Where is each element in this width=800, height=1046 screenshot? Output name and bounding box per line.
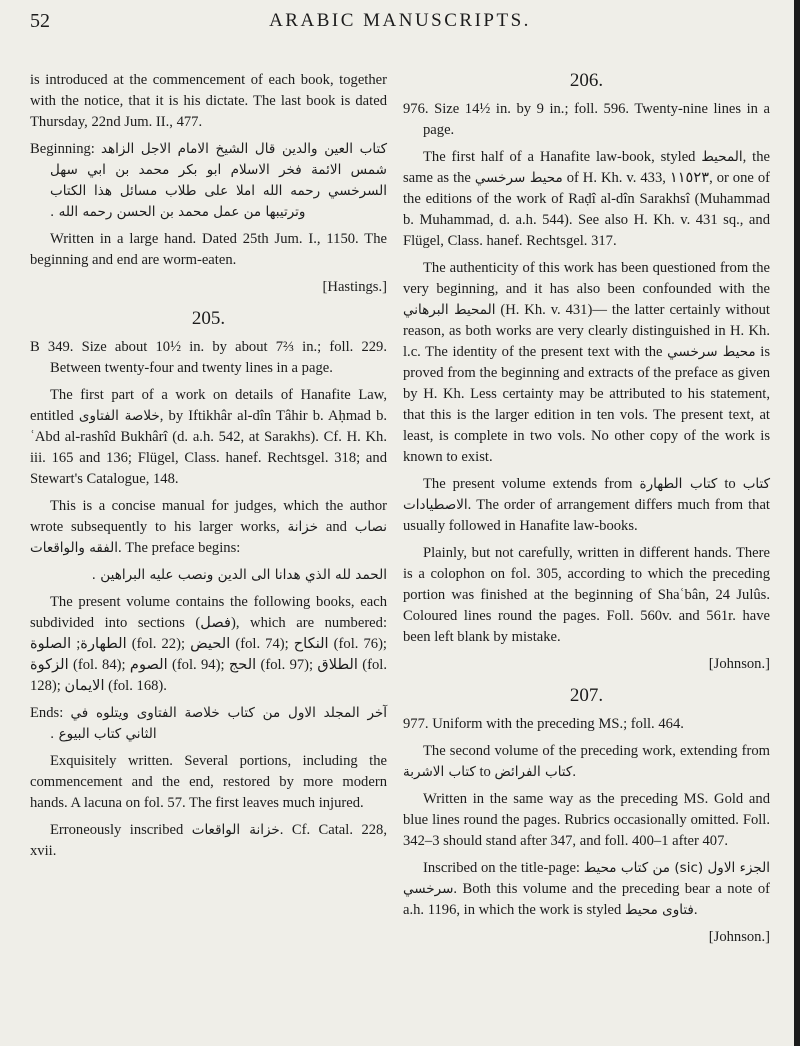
erroneous-arabic: خزانة الواقعات (191, 822, 280, 838)
signature-hastings: [Hastings.] (322, 279, 387, 295)
intro-paragraph: is introduced at the commencement of each book, together with the notice, that it is his dictate. The last book is dated Thursday, 22nd Jum. II., 477. (30, 72, 387, 130)
ends-arabic-text: آخر المجلد الاول من كتاب خلاصة الفتاوى ويتلوه في الثاني كتاب البيوع . (50, 705, 388, 742)
ends-label: Ends: (30, 705, 64, 721)
e206-p3-b: to (724, 476, 736, 492)
entry-205-condition: Exquisitely written. Several portions, including the commencement and the end, restored by more modern hands. A lacuna on fol. 57. The first leaves much injured. (30, 753, 387, 811)
e207-p1-c: . (572, 764, 576, 780)
e206-p1-c: of H. Kh. v. 433, ١١٥٢٣, or one of the editions of the work of Raḍî al-dîn Sarakhsî (Muhammad b. Muhammad, d. a.h. 544). See also H. Kh. v. 431 sq., and Flügel, Class. hanef. Rechtsgel. 317. (403, 170, 770, 249)
erroneous-text-a: Erroneously inscribed (50, 822, 184, 838)
e206-p3-arabic-1: كتاب الطهارة (639, 476, 718, 492)
entry-206-paragraph-3 (403, 474, 770, 537)
right-column (403, 70, 770, 958)
entry-number-207: 207. (569, 685, 604, 706)
beginning-paragraph (30, 139, 387, 223)
signature-johnson-206: [Johnson.] (708, 656, 770, 672)
e206-p2-arabic: المحيط البرهاني (403, 302, 496, 318)
e207-p1-arabic-2: كتاب الفرائض (494, 764, 573, 780)
entry-207-paragraph-1 (403, 741, 770, 783)
e206-p1-arabic-2: محيط سرخسي (474, 170, 563, 186)
entry-205-concise (30, 496, 387, 559)
e206-p1-b: , the same as the (403, 149, 770, 186)
entry-205-text-a: The first part of a work on details of Hanafite Law, entitled (30, 387, 387, 424)
e207-p1-a: The second volume of the preceding work, extending from (423, 743, 770, 759)
e207-p3-arabic-2: فتاوى محيط (625, 902, 694, 918)
entry-205-books: The present volume contains the following books, each subdivided into sections (فصل), which are numbered: الطهارة; الصلوة (fol. 22); الحيض (fol. 74); النكاح (fol. 76); الزكوة (fol. 84); الصوم (fol. 94); الحج (fol. 97); الطلاق (fol. 128); الايمان (fol. 168). (30, 594, 388, 694)
page-edge-shadow (794, 0, 800, 1046)
beginning-arabic-text: كتاب العين والدين قال الشيخ الامام الاجل الزاهد شمس الائمة فخر الاسلام ابو بكر محمد بن ابي سهل السرخسي رحمه الله املا على طلاب مسائل هذا الكتاب وترتيبها من عمل محمد بن الحسن رحمه الله . (50, 141, 387, 220)
concise-arabic-2: نصاب الفقه والواقعات (30, 519, 388, 556)
e206-p2-a: The authenticity of this work has been questioned from the very beginning, and it has also been confounded with the (403, 260, 770, 297)
entry-205-description (30, 385, 387, 490)
e206-p3-c: . The order of arrangement differs much from that usually followed in Hanafite law-books. (403, 497, 770, 534)
signature-johnson-207: [Johnson.] (708, 929, 770, 945)
e206-p1-a: The first half of a Hanafite law-book, styled (423, 149, 696, 165)
entry-206-paragraph-4: Plainly, but not carefully, written in different hands. There is a colophon on fol. 305, according to which the preceding portion was finished at the beginning of Shaʿbân, 24 Julûs. Coloured lines round the pages. Foll. 560v. and 561r. have been left blank by mistake. (403, 545, 770, 645)
entry-207-paragraph-2: Written in the same way as the preceding MS. Gold and blue lines round the pages. Rubrics occasionally omitted. Foll. 342–3 should stand after 347, and foll. 400–1 after 407. (403, 791, 770, 849)
entry-number-205: 205. (191, 308, 226, 329)
entry-205-preface-arabic: الحمد لله الذي هدانا الى الدين ونصب عليه البراهين . (91, 567, 387, 583)
e207-p1-b: to (479, 764, 491, 780)
e207-p3-a: Inscribed on the title-page: (423, 860, 580, 876)
e207-p1-arabic-1: كتاب الاشربة (403, 764, 476, 780)
running-title: ARABIC MANUSCRIPTS. (269, 10, 531, 31)
entry-206-paragraph-1 (403, 147, 770, 252)
concise-text-a: This is a concise manual for judges, which the author wrote subsequently to his larger works, (30, 498, 387, 535)
entry-205-size: B 349. Size about 10½ in. by about 7⅔ in.; foll. 229. Between twenty-four and twenty lines in a page. (30, 339, 387, 376)
erroneous-text-b: . Cf. Catal. 228, xvii. (30, 822, 387, 859)
entry-207-paragraph-3 (403, 858, 770, 921)
entry-205-text-b: , by Iftikhâr al-dîn Tâhir b. Aḥmad b. ʿAbd al-rashîd Bukhârî (d. a.h. 542, at Sarakhs). Cf. H. Kh. iii. 165 and 136; Flügel, Class. hanef. Rechtsgel. 318; and Stewart's Catalogue, 148. (30, 408, 388, 487)
beginning-label: Beginning: (30, 141, 95, 157)
entry-205-erroneous (30, 820, 387, 862)
e206-p2-c: is proved from the beginning and extracts of the preface as given by H. Kh. Less certainty may be attributed to his statement, that this is the larger edition in ten vols. The present text, at least, is complete in two vols. No other copy of the work is known to exist. (403, 344, 771, 465)
e206-p3-arabic-2: كتاب الاصطيادات (403, 476, 771, 513)
concise-text-b: and (325, 519, 347, 535)
e206-p1-arabic-1: المحيط (701, 149, 743, 165)
entry-number-206: 206. (569, 70, 604, 91)
page-number: 52 (30, 10, 50, 32)
entry-205-arabic-title: خلاصة الفتاوى (78, 408, 160, 424)
e206-p2-b: (H. Kh. v. 431)— the latter certainly without reason, as both works are very clearly distinguished in H. Kh. l.c. The identity of the present text with the (403, 302, 770, 360)
e207-p3-arabic-1: الجزء الاول (sic) من كتاب محيط سرخسي (403, 860, 770, 897)
left-column (30, 70, 387, 868)
e207-p3-b: . Both this volume and the preceding bear a note of a.h. 1196, in which the work is styled (403, 881, 770, 918)
e206-p3-a: The present volume extends from (423, 476, 633, 492)
concise-arabic-1: خزانة (287, 519, 319, 535)
e207-p3-c: . (693, 902, 698, 918)
entry-206-paragraph-2 (403, 258, 770, 468)
entry-206-size: 976. Size 14½ in. by 9 in.; foll. 596. Twenty-nine lines in a page. (403, 101, 770, 138)
entry-207-size: 977. Uniform with the preceding MS.; foll. 464. (403, 716, 684, 732)
e206-p2-arabic-2: محيط سرخسي (667, 344, 756, 360)
entry-205-ends (30, 703, 387, 745)
concise-text-c: . The preface begins: (117, 540, 241, 556)
written-paragraph: Written in a large hand. Dated 25th Jum. I., 1150. The beginning and end are worm-eaten. (30, 231, 387, 268)
